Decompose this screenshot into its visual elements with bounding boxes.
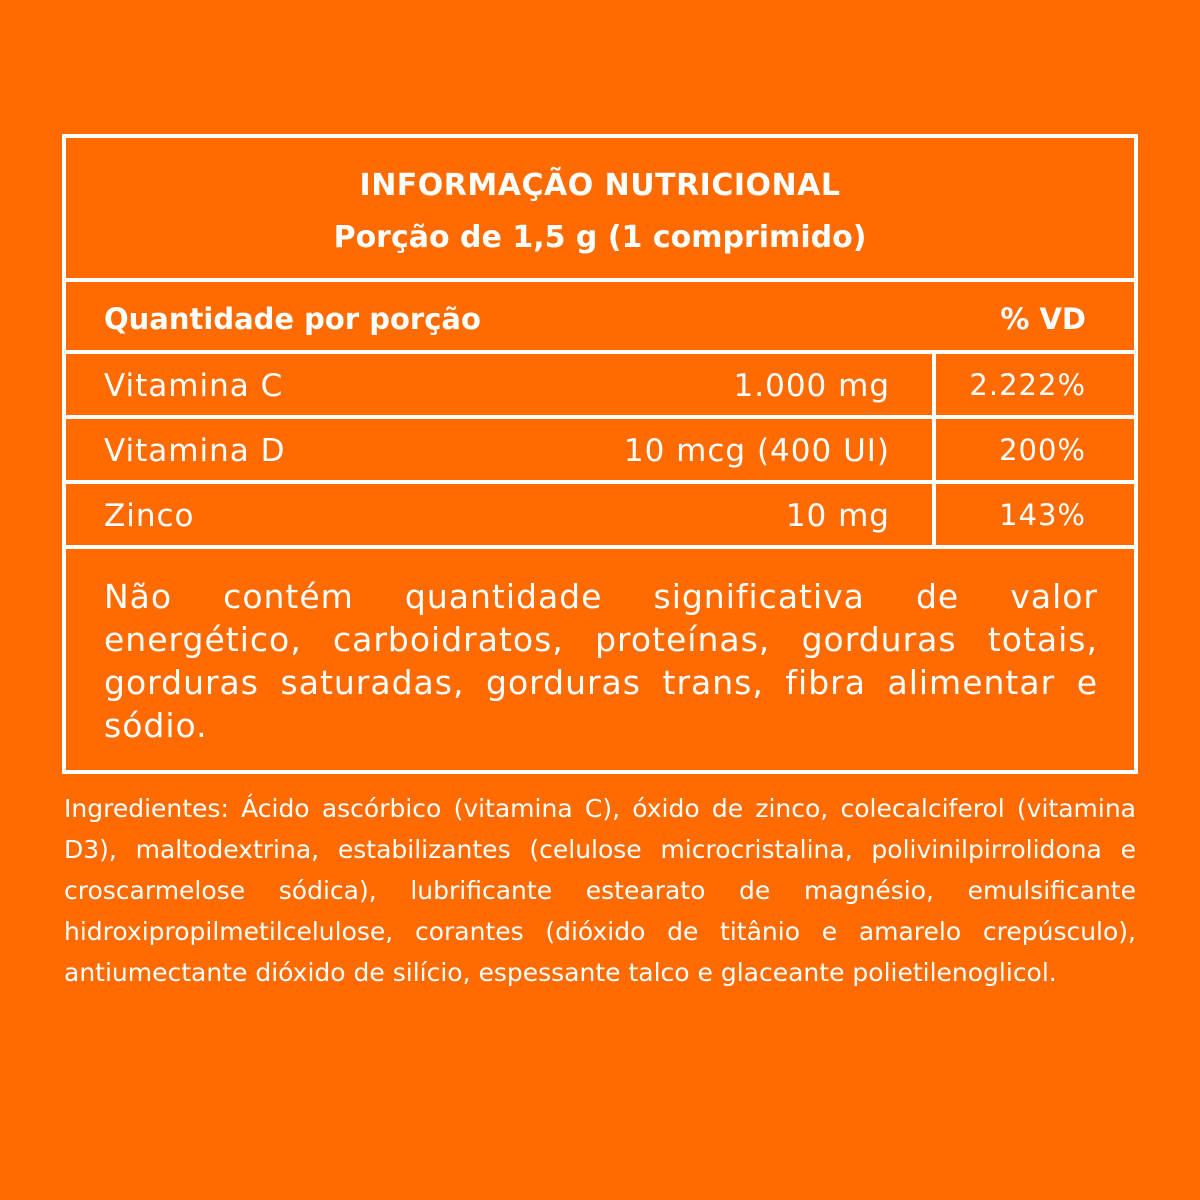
nutrient-amount: 10 mg — [785, 498, 890, 534]
nutrient-amount: 1.000 mg — [733, 368, 890, 404]
nutrient-name: Zinco — [104, 498, 195, 534]
nutrient-row-vitamin-c — [66, 354, 1134, 419]
serving-size: Porção de 1,5 g (1 comprimido) — [333, 220, 867, 255]
column-divider — [932, 484, 936, 549]
column-header-row — [66, 282, 1134, 354]
nutrient-daily-value: 143% — [999, 498, 1086, 532]
nutrient-amount: 10 mcg (400 UI) — [623, 433, 890, 469]
nutrition-title: INFORMAÇÃO NUTRICIONAL — [359, 168, 841, 203]
nutrient-daily-value: 200% — [999, 433, 1086, 467]
daily-value-header: % VD — [1000, 302, 1086, 336]
nutrition-note: Não contém quantidade significativa de valor energético, carboidratos, proteínas, gorduras totais, gorduras saturadas, gorduras trans, fibra alimentar e sódio. — [104, 577, 1098, 745]
quantity-header: Quantidade por porção — [104, 302, 481, 336]
ingredients-text: Ingredientes: Ácido ascórbico (vitamina C), óxido de zinco, colecalciferol (vitamina D3), maltodextrina, estabilizantes (celulose microcristalina, polivinilpirrolidona e croscarmelose sódica), lubrificante estearato de magnésio, emulsificante hidroxipropilmetilcelulose, corantes (dióxido de titânio e amarelo crepúsculo), antiumectante dióxido de silício, espessante talco e glaceante polietilenoglicol. — [64, 794, 1136, 987]
nutrient-row-vitamin-d — [66, 419, 1134, 484]
nutrient-name: Vitamina C — [104, 368, 284, 404]
column-divider — [932, 419, 936, 484]
column-divider — [932, 354, 936, 419]
nutrition-facts-table — [62, 134, 1138, 774]
nutrient-row-zinc — [66, 484, 1134, 549]
nutrition-header — [66, 138, 1134, 282]
nutrient-daily-value: 2.222% — [969, 368, 1086, 402]
nutrient-name: Vitamina D — [104, 433, 286, 469]
